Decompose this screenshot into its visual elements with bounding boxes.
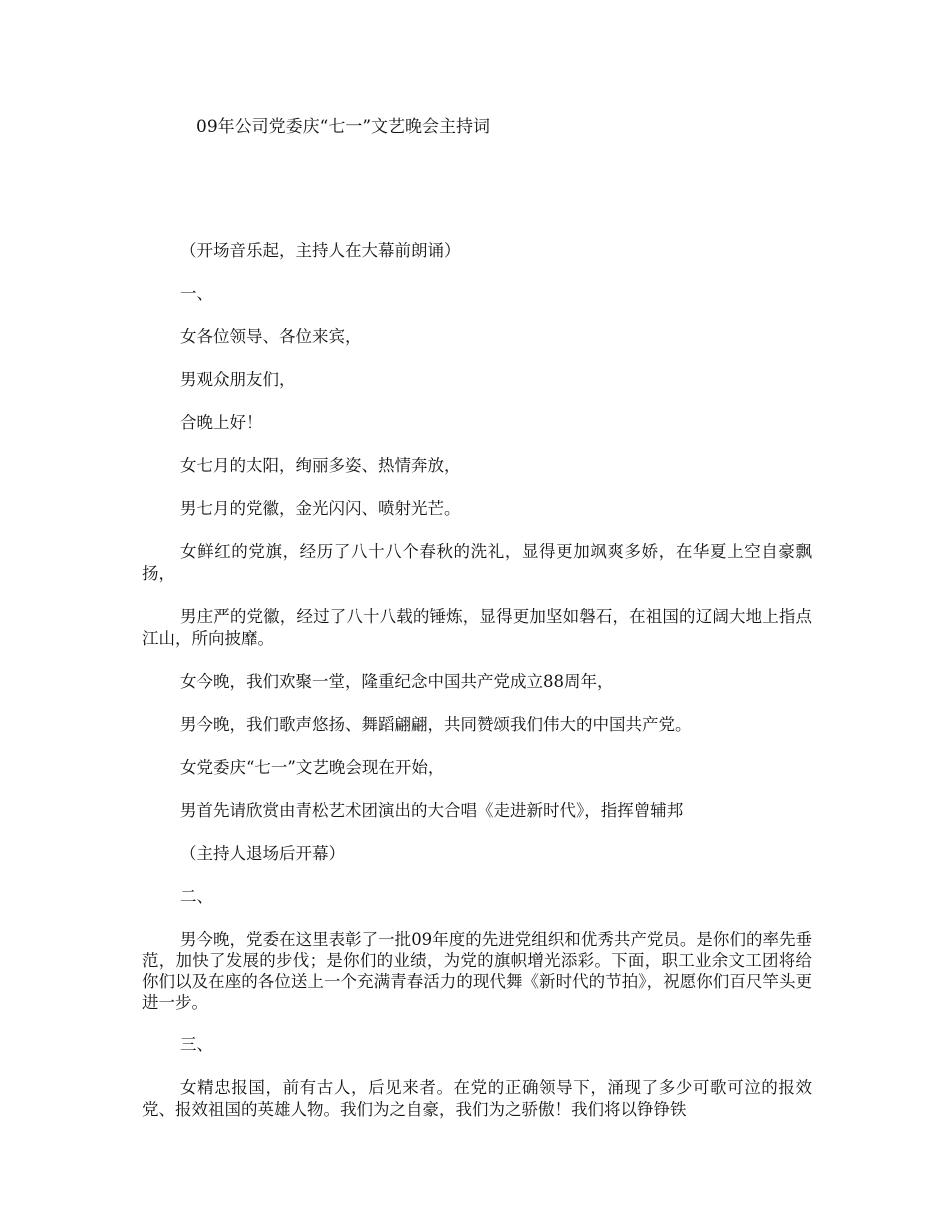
script-line: 男今晚，我们歌声悠扬、舞蹈翩翩，共同赞颂我们伟大的中国共产党。 bbox=[180, 715, 692, 734]
stage-direction-opening: （开场音乐起，主持人在大幕前朗诵） bbox=[180, 241, 461, 260]
script-line: 男七月的党徽，金光闪闪、喷射光芒。 bbox=[180, 499, 461, 518]
section-heading-1: 一、 bbox=[180, 284, 213, 303]
script-line: 女七月的太阳，绚丽多姿、热情奔放， bbox=[180, 456, 461, 475]
document-title: 09年公司党委庆“七一”文艺晚会主持词 bbox=[196, 117, 491, 137]
script-line: 女各位领导、各位来宾， bbox=[180, 327, 362, 346]
section-heading-3: 三、 bbox=[180, 1035, 213, 1054]
script-line: 男今晚，党委在这里表彰了一批09年度的先进党组织和优秀共产党员。是你们的率先垂范，加快了发展的步伐；是你们的业绩，为党的旗帜增光添彩。下面，职工业余文工团将给你们以及在座的各位送上一个充满青春活力的现代舞《新时代的节拍》，祝愿你们百尺竿头更进一步。 bbox=[142, 930, 812, 1012]
script-line: 男庄严的党徽，经过了八十八载的锤炼，显得更加坚如磐石，在祖国的辽阔大地上指点江山，所向披靡。 bbox=[142, 607, 812, 648]
script-line: 男观众朋友们， bbox=[180, 370, 296, 389]
stage-direction-curtain: （主持人退场后开幕） bbox=[180, 844, 345, 863]
script-line: 女鲜红的党旗，经历了八十八个春秋的洗礼，显得更加飒爽多娇，在华夏上空自豪飘扬， bbox=[142, 542, 812, 583]
script-line: 女今晚，我们欢聚一堂，隆重纪念中国共产党成立88周年， bbox=[180, 672, 614, 691]
script-line: 女精忠报国，前有古人，后见来者。在党的正确领导下，涌现了多少可歌可泣的报效党、报效祖国的英雄人物。我们为之自豪，我们为之骄傲！我们将以铮铮铁 bbox=[142, 1078, 812, 1119]
script-line: 男首先请欣赏由青松艺术团演出的大合唱《走进新时代》，指挥曾辅邦 bbox=[180, 801, 684, 820]
script-line: 女党委庆“七一”文艺晚会现在开始， bbox=[180, 758, 445, 777]
document-body bbox=[142, 240, 812, 1142]
script-line: 合晚上好！ bbox=[180, 413, 263, 432]
section-heading-2: 二、 bbox=[180, 887, 213, 906]
